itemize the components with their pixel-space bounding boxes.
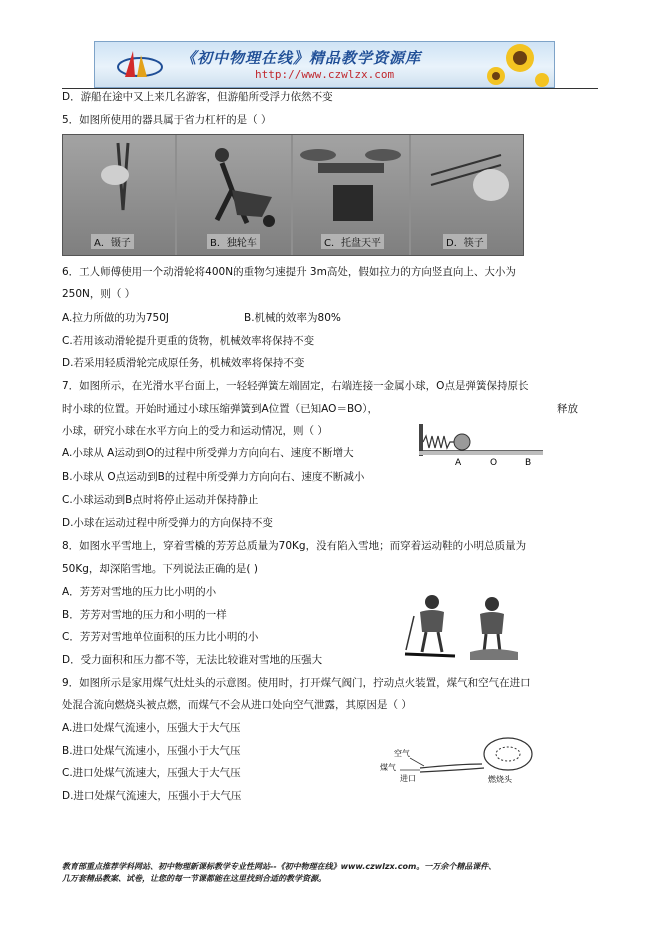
q5-photo-tweezers: [63, 135, 175, 255]
q6-option-d: D.若采用轻质滑轮完成原任务，机械效率将保持不变: [62, 357, 305, 369]
q8-option-b: B．芳芳对雪地的压力和小明的一样: [62, 609, 227, 621]
q6-option-c: C.若用该动滑轮提升更重的货物，机械效率将保持不变: [62, 335, 315, 347]
footer-line-1: 教育部重点推荐学科网站、初中物理新课标教学专业性网站--《初中物理在线》www.czwlzx.com。一万余个精品课件、: [62, 862, 497, 871]
site-logo-icon: [115, 47, 165, 83]
q8-stem-line2: 50Kg，却深陷雪地。下列说法正确的是( ): [62, 563, 258, 575]
q9-stem-line2: 处混合流向燃烧头被点燃，而煤气不会从进口处向空气泄露，其原因是（ ）: [62, 699, 412, 711]
q7-option-a: A.小球从 A运动到O的过程中所受弹力方向向右、速度不断增大: [62, 447, 354, 459]
stove-gas-label: 煤气: [380, 763, 396, 772]
q5-caption-d: D．筷子: [443, 234, 487, 249]
q7-option-c: C.小球运动到B点时将停止运动并保持静止: [62, 494, 259, 506]
q8-stem-line1: 8．如图水平雪地上，穿着雪橇的芳芳总质量为70Kg，没有陷入雪地；而穿着运动鞋的小明总质量为: [62, 540, 527, 552]
q7-stem-line2: 时小球的位置。开始时通过小球压缩弹簧到A位置（已知AO＝BO），: [62, 403, 378, 415]
stove-burner-label: 燃烧头: [488, 775, 512, 784]
q6-option-b: B.机械的效率为80%: [244, 312, 341, 324]
stove-air-label: 空气: [394, 749, 410, 758]
q5-photo-balance: [293, 135, 409, 255]
q8-option-a: A．芳芳对雪地的压力比小明的小: [62, 586, 217, 598]
q5-caption-a: A．镊子: [91, 234, 134, 249]
banner-title: 《初中物理在线》精品教学资源库: [181, 49, 422, 67]
q6-option-a: A.拉力所做的功为750J: [62, 312, 169, 324]
sunflower-icon: [480, 42, 550, 87]
point-a-label: A: [455, 458, 462, 468]
point-b-label: B: [525, 458, 532, 468]
gas-stove-diagram: [380, 734, 540, 784]
q7-stem-line3: 小球，研究小球在水平方向上的受力和运动情况，则（ ）: [62, 425, 328, 437]
header-banner: [94, 41, 555, 88]
page-footer: [62, 861, 602, 885]
spring-ball-diagram: [417, 418, 545, 468]
q6-stem-line2: 250N，则（ ）: [62, 288, 136, 300]
q5-stem: 5．如图所使用的器具属于省力杠杆的是（ ）: [62, 114, 272, 126]
stove-inlet-label: 进口: [400, 774, 416, 783]
q9-option-b: B.进口处煤气流速小，压强小于大气压: [62, 745, 241, 757]
q8-option-d: D．受力面积和压力都不等，无法比较谁对雪地的压强大: [62, 654, 323, 666]
q5-photo-strip: [62, 134, 524, 256]
q9-option-a: A.进口处煤气流速小，压强大于大气压: [62, 722, 241, 734]
q9-option-c: C.进口处煤气流速大，压强大于大气压: [62, 767, 241, 779]
q9-stem-line1: 9．如图所示是家用煤气灶灶头的示意图。使用时，打开煤气阀门，拧动点火装置，煤气和空气在进口: [62, 677, 531, 689]
banner-url: http://www.czwlzx.com: [255, 68, 395, 81]
q7-option-b: B.小球从 O点运动到B的过程中所受弹力方向向右、速度不断减小: [62, 471, 365, 483]
point-o-label: O: [490, 458, 498, 468]
q6-stem-line1: 6．工人师傅使用一个动滑轮将400N的重物匀速提升 3m高处，假如拉力的方向竖直向上、大小为: [62, 266, 516, 278]
q7-stem-line2-tail: 释放: [557, 403, 578, 415]
q5-photo-chopsticks: [411, 135, 523, 255]
q9-option-d: D.进口处煤气流速大，压强小于大气压: [62, 790, 242, 802]
q5-photo-wheelbarrow: [177, 135, 291, 255]
q5-caption-b: B．独轮车: [207, 234, 260, 249]
header-divider: [62, 88, 598, 89]
q4-option-d: D．游船在途中又上来几名游客，但游船所受浮力依然不变: [62, 91, 333, 103]
q5-caption-c: C．托盘天平: [321, 234, 384, 249]
footer-line-2: 几万套精品教案、试卷，让您的每一节课都能在这里找到合适的教学资源。: [62, 874, 326, 883]
q7-stem-line1: 7．如图所示，在光滑水平台面上，一轻轻弹簧左端固定，右端连接一金属小球，O点是弹簧保持原长: [62, 380, 529, 392]
skiers-illustration: [400, 590, 530, 662]
q7-option-d: D.小球在运动过程中所受弹力的方向保持不变: [62, 517, 273, 529]
q8-option-c: C．芳芳对雪地单位面积的压力比小明的小: [62, 631, 259, 643]
